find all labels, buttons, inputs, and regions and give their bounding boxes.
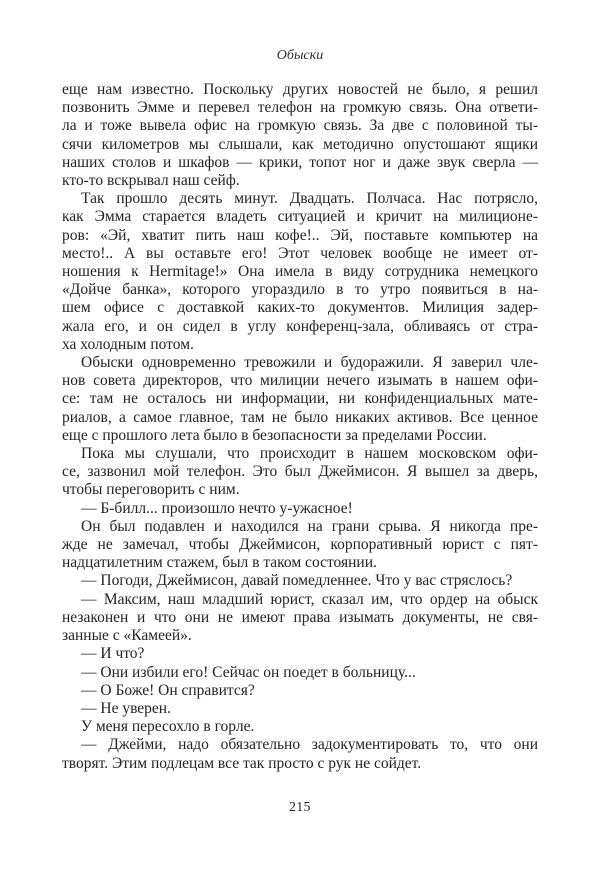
text-line: еще нам известно. Поскольку других новостей не было, я решил [62,81,538,98]
text-line: — Они избили его! Сейчас он поедет в больницу... [81,663,416,681]
text-line: — Б-билл... произошло нечто у-ужасное! [81,499,353,517]
text-line: Так прошло десять минут. Двадцать. Полчаса. Нас потрясло, [81,190,538,208]
text-line: се, зазвонил мой телефон. Это был Джеймисон. Я вышел за дверь, [62,463,538,481]
text-line: «Дойче банка», которого угораздило в то утро появиться в на- [62,281,538,299]
text-line: ров: «Эй, хватит пить наш кофе!.. Эй, поставьте компьютер на [62,226,538,244]
text-line: творят. Этим подлецам все так просто с рук не сойдет. [62,754,422,772]
text-line: наших столов и шкафов — крики, топот ног и даже звук сверла — [62,153,538,171]
text-line: — И что? [81,645,145,663]
text-line: шем офисе с доставкой каких-то документов. Милиция задер- [62,299,538,317]
text-line: — Максим, наш младший юрист, сказал им, что ордер на обыск [81,590,538,608]
text-line: риалов, а самое главное, там не было никаких активов. Все ценное [62,408,538,426]
text-line: занные с «Камеей». [62,627,192,645]
text-line: Он был подавлен и находился на грани срыва. Я никогда пре- [81,517,538,535]
text-line: — Джейми, надо обязательно задокументировать то, что они [81,736,538,754]
text-line: кто-то вскрывал наш сейф. [62,172,240,190]
text-line: У меня пересохло в горле. [81,718,255,736]
text-line: нов совета директоров, что милиции нечего изымать в нашем офи- [62,372,538,390]
text-line: незаконен и что они не имеют права изымать документы, не свя- [62,608,538,626]
text-line: — Не уверен. [81,699,171,717]
text-line: Пока мы слушали, что происходит в нашем московском офи- [81,445,538,463]
text-line: надцатилетним стажем, был в таком состоянии. [62,554,377,572]
text-line: се: там не осталось ни информации, ни конфиденциальных мате- [62,390,538,408]
page-number: 215 [289,799,311,814]
text-line: ха холодным потом. [62,335,194,353]
running-head-title: Обыски [276,48,324,63]
body-text [62,81,538,773]
text-line: как Эмма старается владеть ситуацией и кричит на милиционе- [62,208,538,226]
text-line: — Погоди, Джеймисон, давай помедленнее. Что у вас стряслось? [81,572,513,590]
text-line: чтобы переговорить с ним. [62,481,240,499]
text-line: ла и тоже вывела офис на громкую связь. За две с половиной ты- [62,117,538,135]
text-line: место!.. А вы оставьте его! Этот человек вообще не имеет от- [62,244,538,262]
text-line: еще с прошлого лета было в безопасности за пределами России. [62,426,487,444]
text-line: сячи километров мы слышали, как методично опустошают ящики [62,135,538,153]
text-line: позвонить Эмме и перевел телефон на громкую связь. Она ответи- [62,99,538,117]
text-line: жала его, и он сидел в углу конференц-зала, обливаясь от стра- [62,317,538,335]
text-line: — О Боже! Он справится? [81,681,255,699]
text-line: жде не замечал, чтобы Джеймисон, корпоративный юрист с пят- [62,536,538,554]
text-line: ношения к Hermitage!» Она имела в виду сотрудника немецкого [62,263,538,281]
text-line: Обыски одновременно тревожили и будоражили. Я заверил чле- [81,354,538,372]
